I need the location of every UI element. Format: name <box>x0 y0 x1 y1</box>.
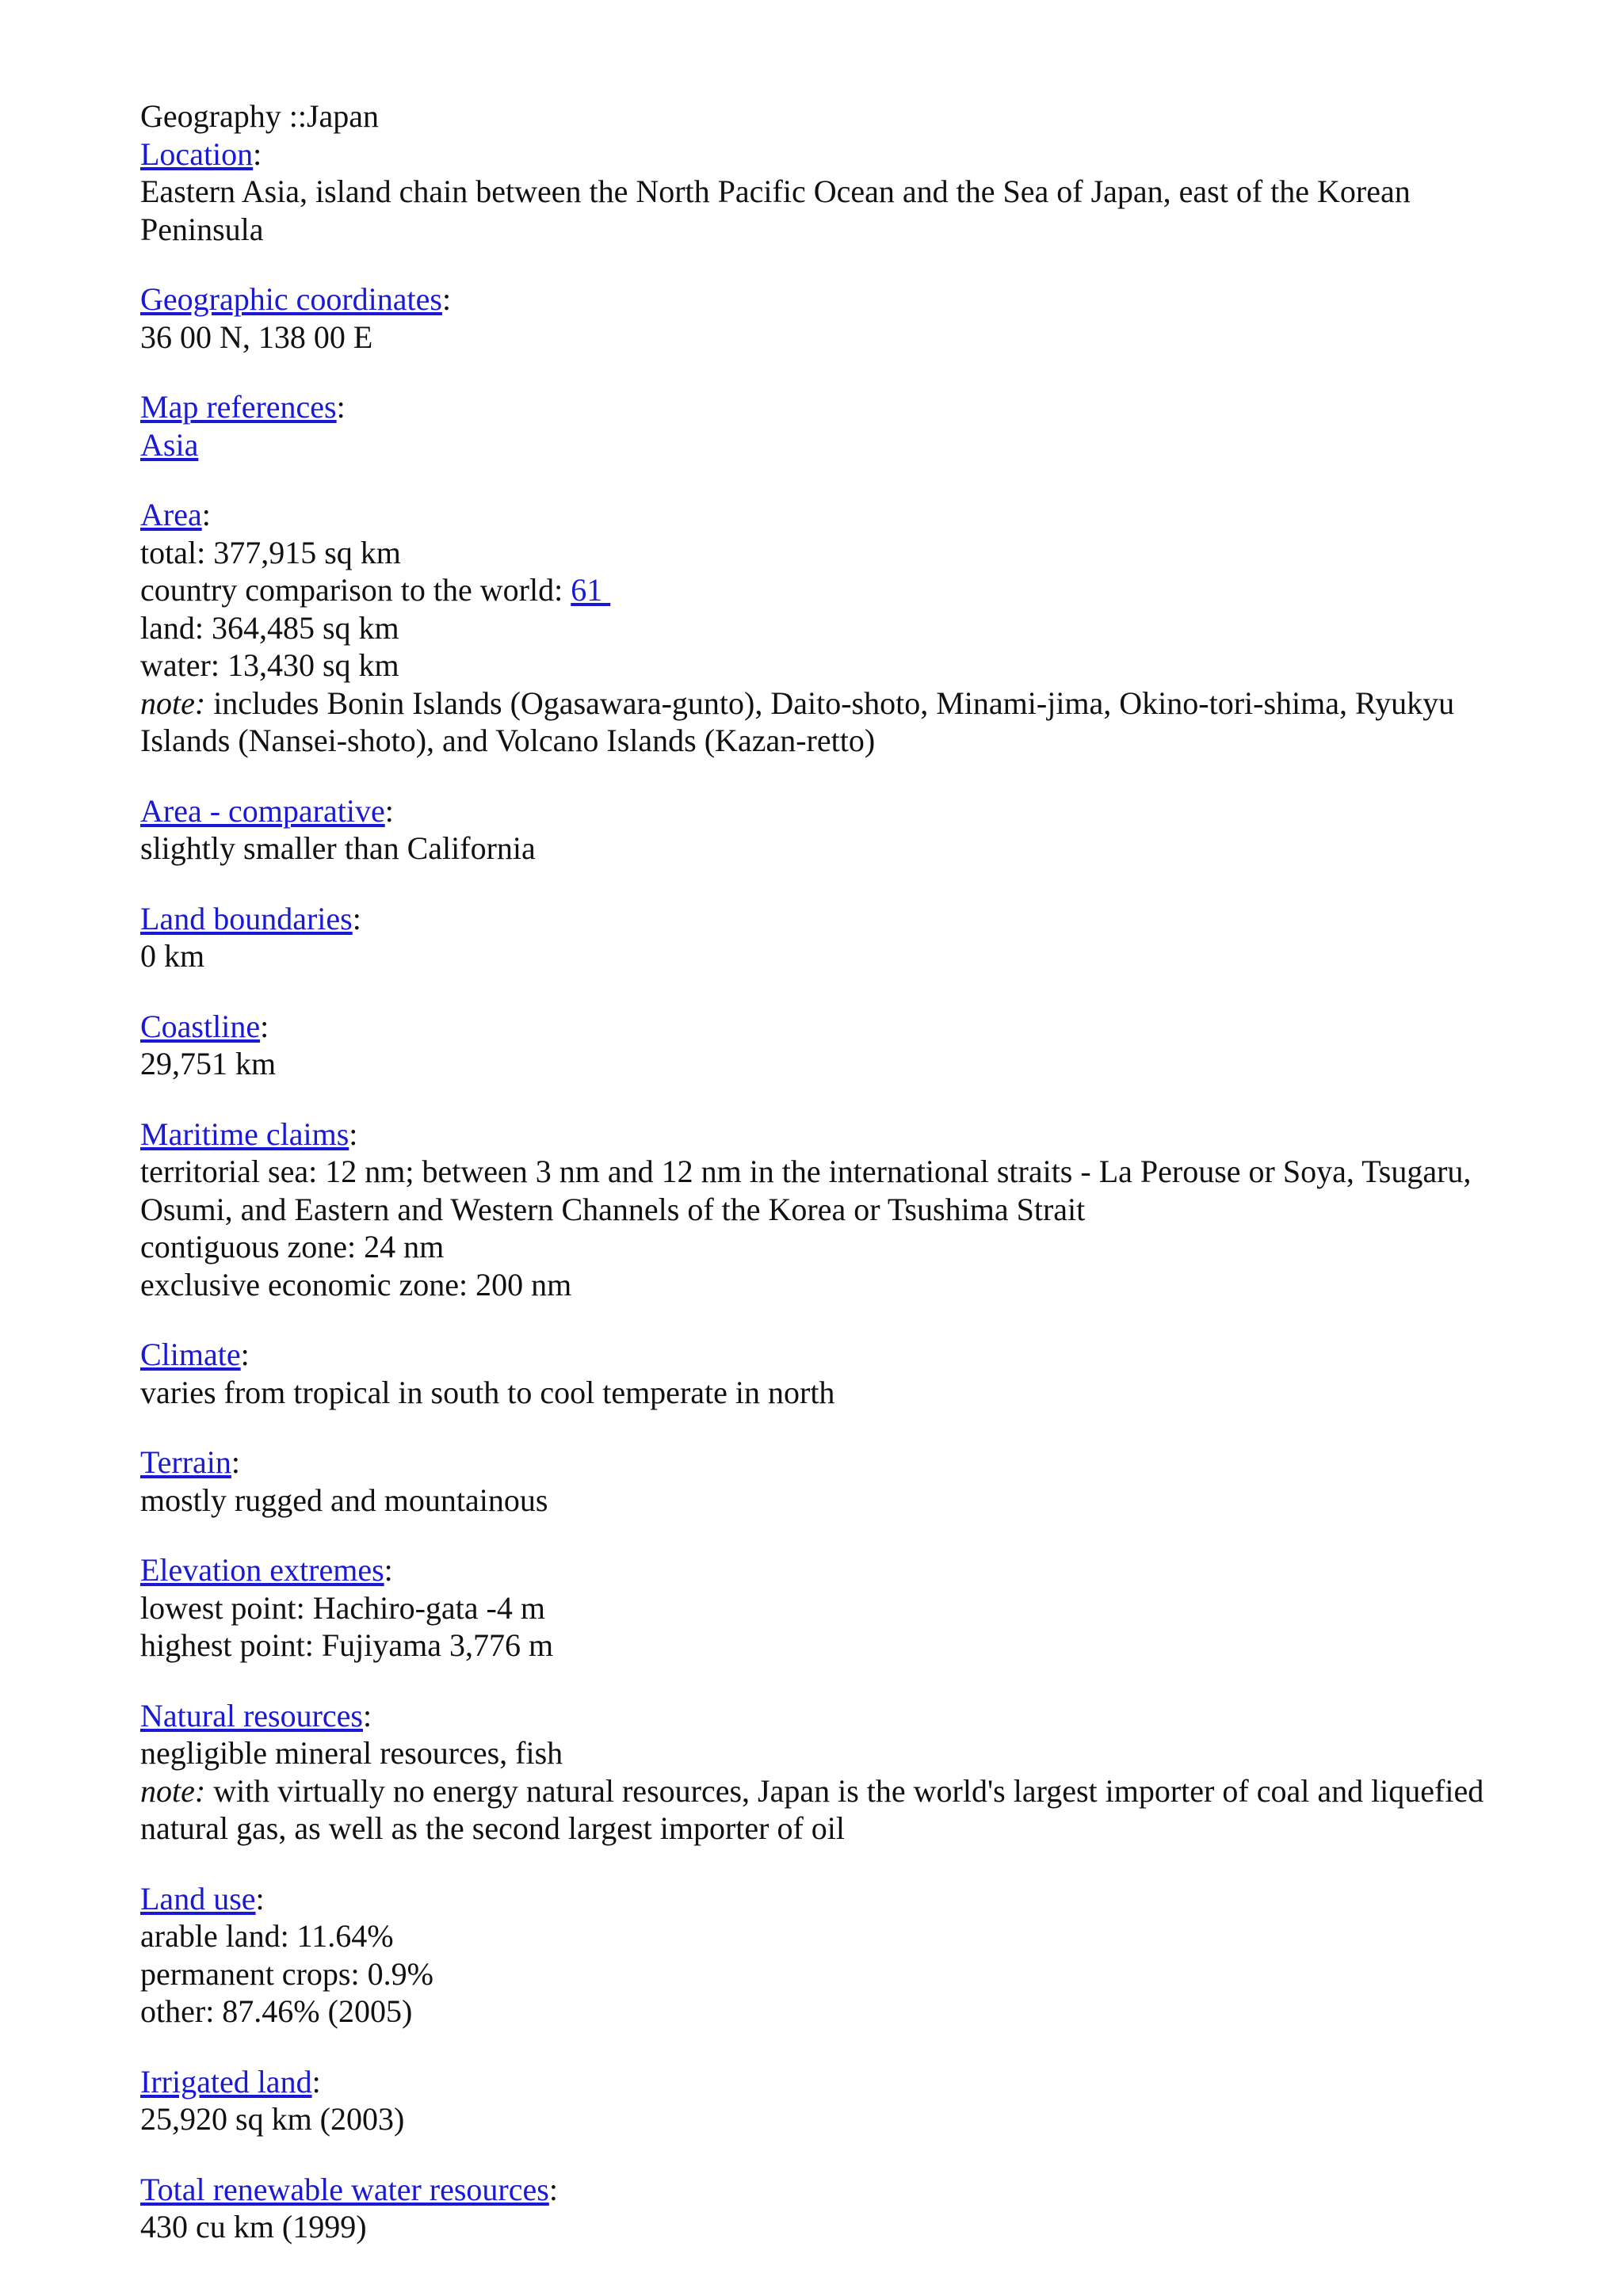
note-label: note: <box>140 1772 206 1809</box>
heading-colon: : <box>548 2171 558 2207</box>
line-text: lowest point: Hachiro-gata -4 m <box>140 1589 545 1626</box>
section-heading <box>140 2171 1503 2209</box>
section-heading <box>140 388 1503 426</box>
section-heading <box>140 792 1503 830</box>
section-line <box>140 830 1503 868</box>
section-line <box>140 173 1503 248</box>
heading-colon: : <box>336 389 346 425</box>
section-heading <box>140 496 1503 534</box>
section-line <box>140 1917 1503 1955</box>
section-area <box>140 496 1503 760</box>
section-line <box>140 1482 1503 1520</box>
section-line <box>140 1266 1503 1304</box>
section-location <box>140 135 1503 249</box>
heading-colon: : <box>384 1552 393 1588</box>
section-line <box>140 1993 1503 2031</box>
heading-link-geographic-coordinates[interactable]: Geographic coordinates <box>140 281 442 317</box>
heading-link-climate[interactable]: Climate <box>140 1337 241 1372</box>
heading-link-terrain[interactable]: Terrain <box>140 1444 231 1480</box>
heading-colon: : <box>349 1116 358 1152</box>
section-heading <box>140 1551 1503 1589</box>
page-title: Geography ::Japan <box>140 98 380 134</box>
note-label: note: <box>140 685 206 721</box>
section-elevation-extremes <box>140 1551 1503 1665</box>
heading-colon: : <box>352 900 361 936</box>
section-line <box>140 646 1503 685</box>
heading-colon: : <box>255 1880 265 1917</box>
heading-link-total-renewable-water-resources[interactable]: Total renewable water resources <box>140 2171 549 2207</box>
section-line <box>140 426 1503 464</box>
section-irrigated-land <box>140 2063 1503 2138</box>
section-line <box>140 1228 1503 1266</box>
section-area-comparative <box>140 792 1503 868</box>
section-line <box>140 2208 1503 2246</box>
line-text: 25,920 sq km (2003) <box>140 2101 405 2137</box>
heading-link-area-comparative[interactable]: Area - comparative <box>140 792 385 829</box>
line-text: country comparison to the world: <box>140 572 571 608</box>
section-natural-resources <box>140 1697 1503 1848</box>
line-text: territorial sea: 12 nm; between 3 nm and 12 nm in the international straits - La Perouse or Soya, Tsugaru, Osumi, and Eastern and Western Channels of the Korea or Tsushima Strait <box>140 1154 1480 1227</box>
section-line <box>140 534 1503 572</box>
section-heading <box>140 280 1503 318</box>
section-terrain <box>140 1444 1503 1519</box>
inline-link[interactable]: Asia <box>140 426 199 463</box>
heading-link-land-use[interactable]: Land use <box>140 1880 256 1917</box>
section-land-boundaries <box>140 900 1503 975</box>
line-text: varies from tropical in south to cool temperate in north <box>140 1374 835 1410</box>
line-text: includes Bonin Islands (Ogasawara-gunto), Daito-shoto, Minami-jima, Okino-tori-shima, Ryukyu Islands (Nansei-shoto), and Volcano Islands (Kazan-retto) <box>140 685 1463 758</box>
line-text: negligible mineral resources, fish <box>140 1735 563 1771</box>
heading-link-map-references[interactable]: Map references <box>140 389 337 425</box>
section-line <box>140 1153 1503 1228</box>
section-line <box>140 1772 1503 1848</box>
line-text: land: 364,485 sq km <box>140 609 399 646</box>
line-text: other: 87.46% (2005) <box>140 1993 413 2029</box>
section-line <box>140 571 1503 609</box>
section-line <box>140 1627 1503 1665</box>
section-climate <box>140 1336 1503 1411</box>
heading-colon: : <box>311 2063 321 2100</box>
heading-colon: : <box>253 135 262 172</box>
section-heading <box>140 1880 1503 1918</box>
line-text: permanent crops: 0.9% <box>140 1955 433 1992</box>
heading-colon: : <box>362 1697 372 1733</box>
section-line <box>140 609 1503 647</box>
line-text: exclusive economic zone: 200 nm <box>140 1266 572 1302</box>
section-line <box>140 318 1503 357</box>
heading-link-irrigated-land[interactable]: Irrigated land <box>140 2063 312 2100</box>
heading-link-coastline[interactable]: Coastline <box>140 1008 261 1044</box>
line-text: 29,751 km <box>140 1046 277 1081</box>
line-text: highest point: Fujiyama 3,776 m <box>140 1627 554 1663</box>
section-heading <box>140 2063 1503 2101</box>
line-text: mostly rugged and mountainous <box>140 1482 548 1518</box>
line-text: 430 cu km (1999) <box>140 2209 367 2245</box>
heading-link-natural-resources[interactable]: Natural resources <box>140 1697 363 1733</box>
heading-link-maritime-claims[interactable]: Maritime claims <box>140 1116 349 1152</box>
heading-link-land-boundaries[interactable]: Land boundaries <box>140 900 353 936</box>
heading-colon: : <box>260 1008 269 1044</box>
line-text: 0 km <box>140 938 205 974</box>
heading-link-location[interactable]: Location <box>140 135 254 172</box>
line-text: 36 00 N, 138 00 E <box>140 318 373 355</box>
section-line <box>140 1589 1503 1627</box>
line-text: Eastern Asia, island chain between the North Pacific Ocean and the Sea of Japan, east of the Korean Peninsula <box>140 174 1419 247</box>
section-line <box>140 1734 1503 1772</box>
heading-colon: : <box>201 497 211 532</box>
section-line <box>140 685 1503 760</box>
section-total-renewable-water-resources <box>140 2171 1503 2246</box>
section-geographic-coordinates <box>140 280 1503 356</box>
heading-colon: : <box>441 281 452 317</box>
heading-colon: : <box>240 1337 250 1372</box>
line-text: with virtually no energy natural resources, Japan is the world's largest importer of coal and liquefied natural gas, as well as the second largest importer of oil <box>140 1772 1492 1846</box>
section-maritime-claims <box>140 1116 1503 1304</box>
heading-colon: : <box>384 792 394 829</box>
heading-link-elevation-extremes[interactable]: Elevation extremes <box>140 1552 384 1588</box>
section-land-use <box>140 1880 1503 2031</box>
section-map-references <box>140 388 1503 463</box>
document-body <box>140 97 1503 2246</box>
section-heading <box>140 1697 1503 1735</box>
sections-container <box>140 135 1503 2246</box>
section-heading <box>140 1116 1503 1154</box>
heading-link-area[interactable]: Area <box>140 497 202 532</box>
section-line <box>140 1045 1503 1083</box>
section-line <box>140 1955 1503 1993</box>
section-heading <box>140 135 1503 174</box>
section-line <box>140 2100 1503 2138</box>
heading-colon: : <box>231 1444 241 1480</box>
section-heading <box>140 1008 1503 1046</box>
section-line <box>140 1374 1503 1412</box>
section-heading <box>140 1444 1503 1482</box>
section-coastline <box>140 1008 1503 1083</box>
line-text: contiguous zone: 24 nm <box>140 1229 445 1264</box>
line-text: water: 13,430 sq km <box>140 647 399 683</box>
line-text: slightly smaller than California <box>140 830 536 866</box>
section-line <box>140 937 1503 975</box>
line-text: total: 377,915 sq km <box>140 534 401 570</box>
section-heading <box>140 900 1503 938</box>
section-heading <box>140 1336 1503 1374</box>
line-text: arable land: 11.64% <box>140 1918 394 1954</box>
inline-link[interactable]: 61 <box>571 572 611 608</box>
